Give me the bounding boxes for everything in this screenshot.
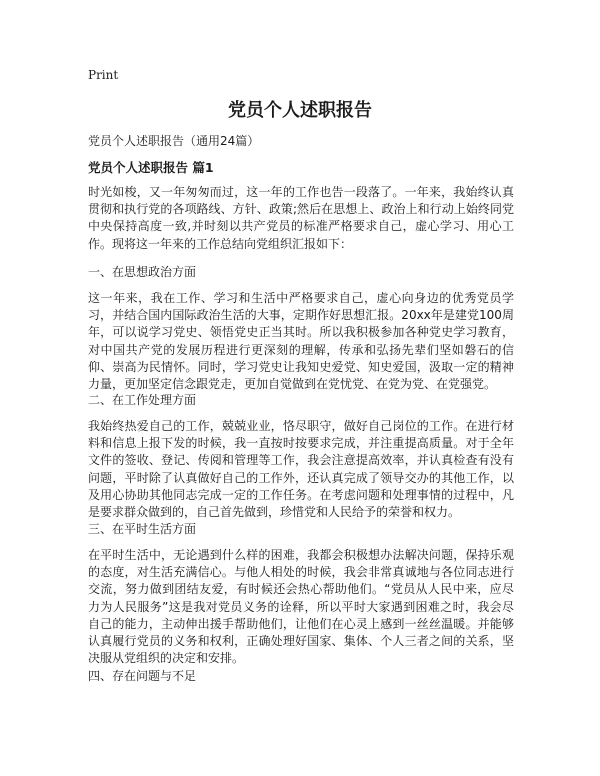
document-subtitle: 党员个人述职报告（通用24篇） xyxy=(88,134,260,148)
section-heading-politics: 一、在思想政治方面 xyxy=(88,265,197,279)
section-body-politics: 这一年来，我在工作、学习和生活中严格要求自己，虚心向身边的优秀党员学习，并结合国内国际政治生活的大事，定期作好思想汇报。20xx年是建党100周年，可以说学习党史、领悟党史正当其时。所以我积极参加各种党史学习教育，对中国共产党的发展历程进行更深刻的理解，传承和弘扬先辈们坚如磐石的信仰、崇高为民情怀。同时，学习党史让我知史爱党、知史爱国，汲取一定的精神力量，更加坚定信念跟党走，更加自觉做到在党忧党、在党为党、在党强党。 xyxy=(88,291,514,392)
page-title: 党员个人述职报告 xyxy=(228,100,372,121)
section-heading-life: 三、在平时生活方面 xyxy=(88,522,197,536)
section-heading-work: 二、在工作处理方面 xyxy=(88,393,197,407)
print-link[interactable]: Print xyxy=(88,68,119,82)
section-body-life: 在平时生活中，无论遇到什么样的困难，我都会积极想办法解决问题，保持乐观的态度，对生活充满信心。与他人相处的时候，我会非常真诚地与各位同志进行交流，努力做到团结友爱，有时候还会热心帮助他们。“党员从人民中来，应尽力为人民服务”这是我对党员义务的诠释，所以平时大家遇到困难之时，我会尽自己的能力，主动伸出援手帮助他们，让他们在心灵上感到一丝丝温暖。并能够认真履行党员的义务和权利，正确处理好国家、集体、个人三者之间的关系，坚决服从党组织的决定和安排。 xyxy=(88,548,514,666)
intro-paragraph: 时光如梭，又一年匆匆而过，这一年的工作也告一段落了。一年来，我始终认真贯彻和执行党的各项路线、方针、政策;然后在思想上、政治上和行动上始终同党中央保持高度一致,并时刻以共产党员的标准严格要求自己，虚心学习、用心工作。现将这一年来的工作总结向党组织汇报如下： xyxy=(88,185,514,251)
section-heading-problems: 四、存在问题与不足 xyxy=(88,669,197,683)
section-body-work: 我始终热爱自己的工作，兢兢业业，恪尽职守，做好自己岗位的工作。在进行材料和信息上报下发的时候，我一直按时按要求完成，并注重提高质量。对于全年文件的签收、登记、传阅和管理等工作，我会注意提高效率，并认真检查有没有问题，平时除了认真做好自己的工作外，还认真完成了领导交办的其他工作，以及用心协助其他同志完成一定的工作任务。在考虑问题和处理事情的过程中，凡是要求群众做到的，自己首先做到，珍惜党和人民给予的荣誉和权力。 xyxy=(88,419,514,520)
article-heading: 党员个人述职报告 篇1 xyxy=(88,160,214,175)
